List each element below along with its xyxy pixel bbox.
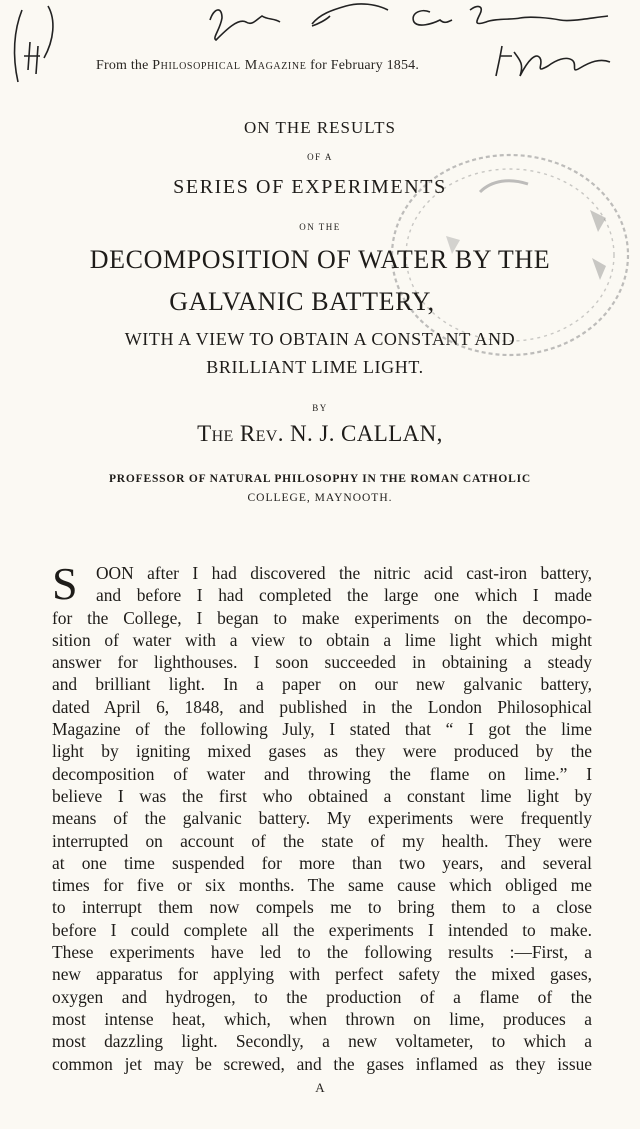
title-line-view: WITH A VIEW TO OBTAIN A CONSTANT AND: [124, 329, 516, 349]
body-line: for the College, I began to make experiments on the decompo-: [52, 607, 592, 628]
body-line: light by igniting mixed gases as they were produced by the: [52, 741, 592, 762]
body-line: and before I had completed the large one which I made: [96, 585, 592, 606]
body-line: interrupted on account of the state of my health. They were: [52, 830, 592, 851]
signature-mark: A: [315, 1080, 325, 1095]
title-line-of-a: OF A: [307, 152, 333, 162]
title-line-brilliant: BRILLIANT LIME LIGHT.: [206, 357, 424, 377]
title-line-decomposition: DECOMPOSITION OF WATER BY THE: [89, 245, 551, 274]
source-journal: Philosophical Magazine: [152, 58, 307, 73]
body-line: sition of water with a view to obtain a lime light which might: [52, 629, 592, 650]
body-line: believe I was the first who obtained a constant lime light by: [52, 785, 592, 806]
body-line: OON after I had discovered the nitric acid cast-iron battery,: [96, 563, 592, 583]
body-line: times for five or six months. The same cause which obliged me: [52, 875, 592, 896]
body-line: before I could complete all the experiments I intended to make.: [52, 919, 592, 940]
body-line: oxygen and hydrogen, to the production of a flame of the: [52, 986, 592, 1007]
body-line: These experiments have led to the following results :—First, a: [52, 942, 592, 963]
source-suffix: for February 1854.: [310, 58, 420, 73]
body-line: most intense heat, which, when thrown on lime, produces a: [52, 1008, 592, 1029]
body-paragraph: [52, 558, 592, 1075]
drop-cap: S: [52, 558, 78, 609]
title-line-galvanic: GALVANIC BATTERY,: [169, 287, 435, 316]
source-prefix: From the: [96, 58, 149, 73]
author-name: [0, 421, 640, 447]
body-line: dated April 6, 1848, and published in the London Philosophical: [52, 696, 592, 717]
body-line: most dazzling light. Secondly, a new voltameter, to which a: [52, 1031, 592, 1052]
author-name-text: The Rev. N. J. CALLAN,: [197, 421, 443, 446]
source-citation: [96, 58, 419, 74]
author-affiliation-line-1: PROFESSOR OF NATURAL PHILOSOPHY IN THE ROMAN CATHOLIC: [108, 473, 532, 485]
body-line: means of the galvanic battery. My experiments were frequently: [52, 808, 592, 829]
handwritten-inscription: [0, 0, 640, 100]
body-line: to interrupt them now compels me to bring them to a close: [52, 897, 592, 918]
title-line-series: SERIES OF EXPERIMENTS: [173, 176, 447, 198]
body-line: and brilliant light. In a paper on our new galvanic battery,: [52, 674, 592, 695]
byline-label: BY: [312, 403, 328, 413]
body-line: new apparatus for applying with perfect safety the mixed gases,: [52, 964, 592, 985]
body-line: answer for lighthouses. I soon succeeded in obtaining a steady: [52, 652, 592, 673]
author-affiliation-line-2: COLLEGE, MAYNOOTH.: [247, 492, 393, 504]
title-line-on-the: ON THE: [299, 222, 341, 232]
body-line: decomposition of water and throwing the flame on lime.” I: [52, 763, 592, 784]
body-line: Magazine of the following July, I stated that “ I got the lime: [52, 719, 592, 740]
body-line: at one time suspended for more than two years, and several: [52, 852, 592, 873]
title-line-on-the-results: ON THE RESULTS: [244, 118, 396, 137]
body-line: common jet may be screwed, and the gases inflamed as they issue: [52, 1053, 592, 1074]
